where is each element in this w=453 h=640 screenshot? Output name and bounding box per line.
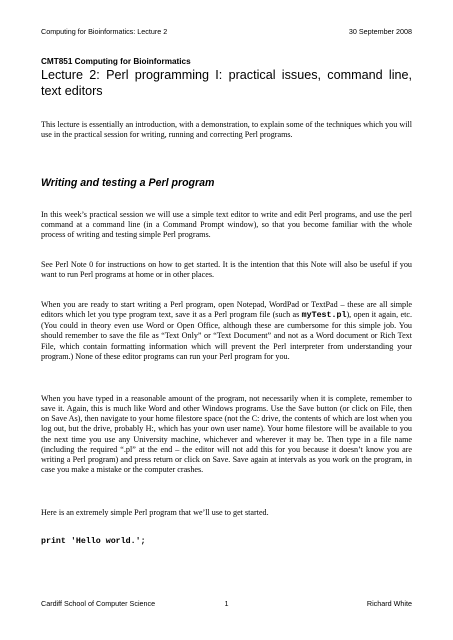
- paragraph-1: In this week’s practical session we will use a simple text editor to write and edit Perl programs, and use the perl command at a command line (in a Command Prompt window), so that you become familiar with the whole process of writing and testing simple Perl programs.: [41, 210, 412, 240]
- header-date: 30 September 2008: [348, 27, 412, 36]
- footer-left: Cardiff School of Computer Science: [41, 599, 156, 608]
- section-heading: Writing and testing a Perl program: [41, 177, 215, 189]
- paragraph-3-text-a: When you are ready to start writing a Perl program, open Notepad, WordPad or TextPad – these are all simple editors which let you type program text, save it as a Perl program file (such as: [41, 300, 412, 320]
- footer-author: Richard White: [366, 599, 413, 608]
- paragraph-2: See Perl Note 0 for instructions on how to get started. It is the intention that this Note will also be useful if you want to run Perl programs at home or in other places.: [41, 260, 412, 280]
- paragraph-3: [41, 300, 412, 362]
- page-footer: [41, 599, 412, 608]
- course-title: CMT851 Computing for Bioinformatics: [41, 57, 191, 66]
- lecture-title: Lecture 2: Perl programming I: practical issues, command line, text editors: [41, 68, 412, 98]
- inline-code-filename: myTest.pl: [301, 311, 347, 321]
- paragraph-3-text-b: ), open it again, etc. (You could in theory even use Word or Open Office, although these are cumbersome for this simple job. You should remember to save the file as “Text Only” or “Text Document” and not as a Word document or Rich Text File, which contain formatting information which will prevent the Perl interpreter from understanding your program.) None of these editor programs can run your Perl program for you.: [41, 310, 412, 361]
- header-left: Computing for Bioinformatics: Lecture 2: [41, 27, 168, 36]
- page-header: [41, 27, 412, 36]
- paragraph-5: Here is an extremely simple Perl program that we’ll use to get started.: [41, 508, 269, 517]
- code-sample: print 'Hello world.';: [41, 537, 146, 546]
- page-number: 1: [224, 599, 229, 608]
- paragraph-4: When you have typed in a reasonable amount of the program, not necessarily when it is complete, remember to save it. Again, this is much like Word and other Windows programs. Use the Save button (or click on File, then on Save As), then navigate to your home filestore space (not the C: drive, the contents of which are lost when you log out, but the drive, probably H:, which has your own user name). Your home filestore will be available to you the next time you use any University machine, whichever and wherever it may be. Then type in a file name (including the required “.pl” at the end – the editor will not add this for you because it doesn’t know you are writing a Perl program) and press return or click on Save. Save again at intervals as you work on the program, in case you make a mistake or the computer crashes.: [41, 394, 412, 475]
- intro-paragraph: This lecture is essentially an introduction, with a demonstration, to explain some of the techniques which you will use in the practical session for writing, running and correcting Perl programs.: [41, 120, 412, 140]
